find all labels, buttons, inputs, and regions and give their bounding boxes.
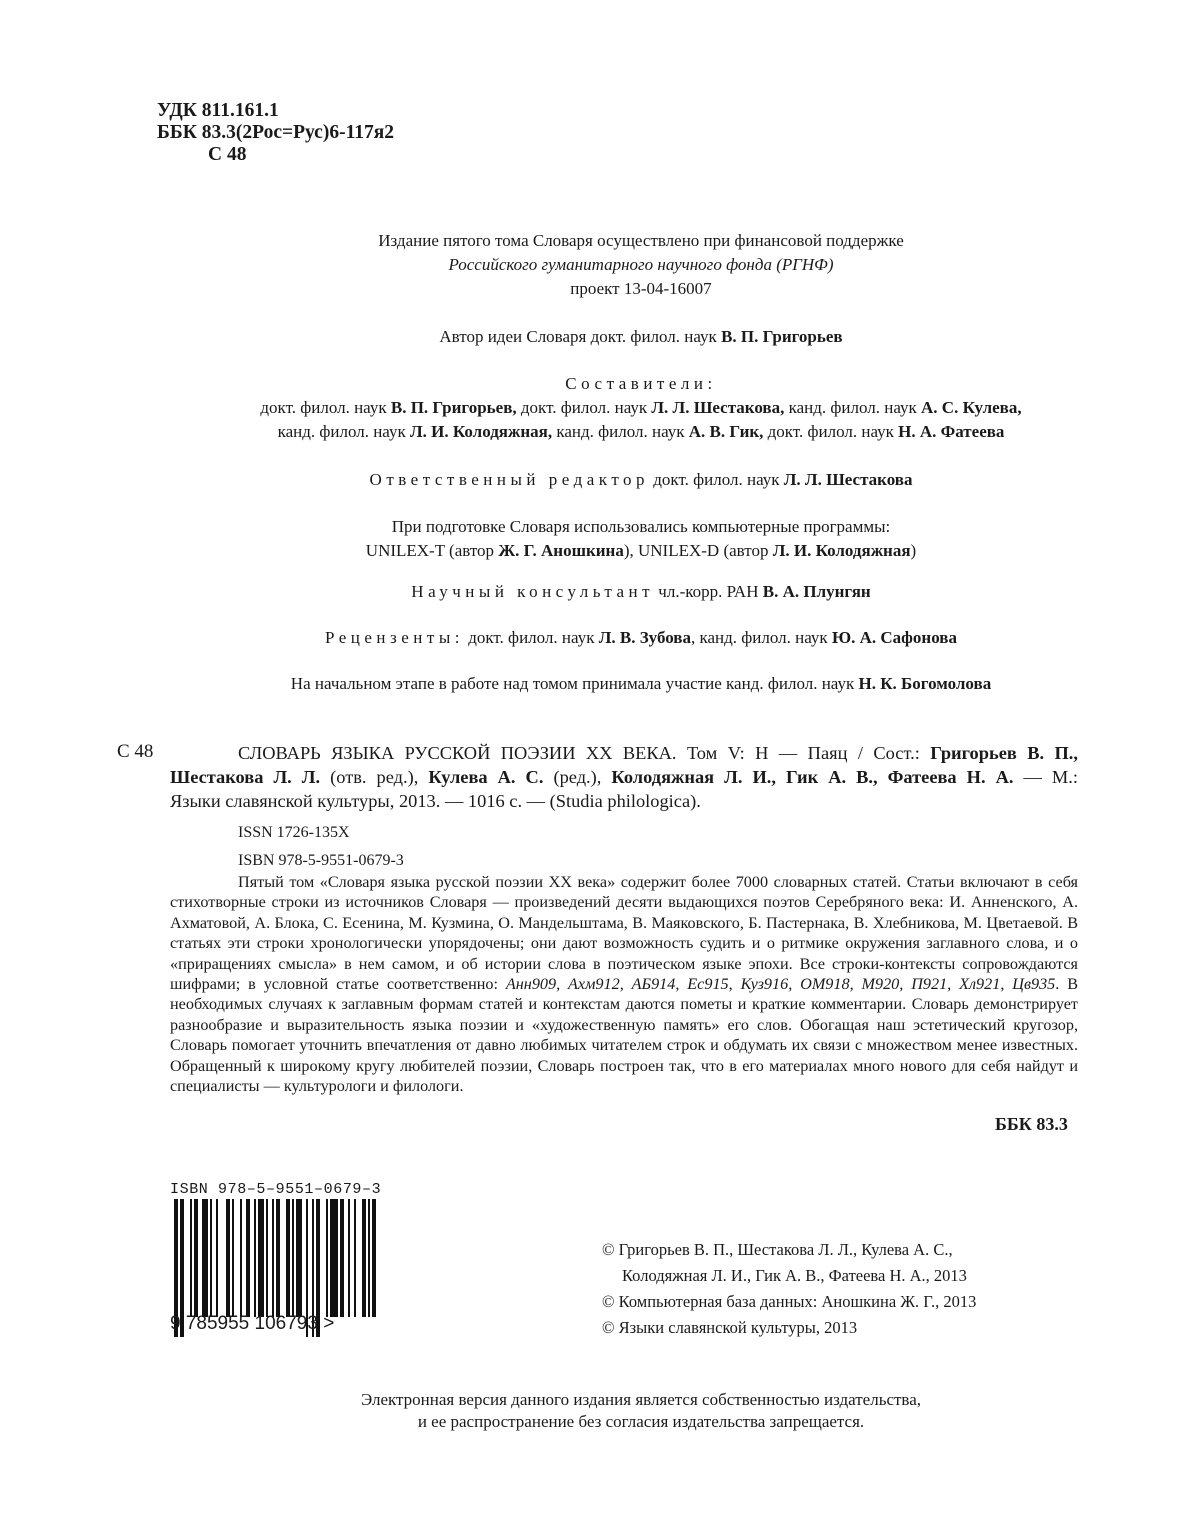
compiler-name: Н. А. Фатеева xyxy=(898,422,1005,441)
barcode-bar xyxy=(292,1199,294,1317)
responsible-editor xyxy=(140,468,1142,492)
footer-line-2: и ее распространение без согласия издательства запрещается. xyxy=(417,1412,865,1431)
compiler-title: канд. филол. наук xyxy=(277,422,411,441)
compilers-line-2 xyxy=(140,420,1142,444)
software-author: Л. И. Колодяжная xyxy=(772,541,911,560)
software-author: Ж. Г. Аношкина xyxy=(498,541,624,560)
classification-block xyxy=(157,100,394,166)
reviewer-title: докт. филол. наук xyxy=(463,628,599,647)
initial-stage-note xyxy=(140,672,1142,696)
barcode-bar xyxy=(276,1199,280,1317)
catalog-publisher: — М.: xyxy=(1013,767,1078,787)
copyright-line-3: © Компьютерная база данных: Аношкина Ж. Г., 2013 xyxy=(602,1292,977,1311)
copyright-block xyxy=(602,1237,976,1341)
bbk-code: ББК 83.3(2Рос=Рус)6-117я2 xyxy=(157,122,395,143)
editor-title: докт. филол. наук xyxy=(649,470,784,489)
barcode-bar xyxy=(246,1199,250,1317)
software-note xyxy=(140,515,1142,563)
catalog-author: Григорьев В. П., xyxy=(930,743,1078,763)
catalog-line-3: Языки славянской культуры, 2013. — 1016 с. — (Studia philologica). xyxy=(170,791,701,811)
initial-stage-name: Н. К. Богомолова xyxy=(858,674,992,693)
funding-line-1: Издание пятого тома Словаря осуществлено при финансовой поддержке xyxy=(378,231,904,250)
bbk-short: ББК 83.3 xyxy=(995,1114,1068,1134)
barcode-bar xyxy=(326,1199,328,1317)
barcode-bar xyxy=(194,1199,198,1317)
compilers-line-1 xyxy=(140,396,1142,420)
compiler-name: Л. Л. Шестакова, xyxy=(651,398,785,417)
barcode-bar xyxy=(296,1199,302,1317)
catalog-author: Шестакова Л. Л. xyxy=(170,767,321,787)
funding-line-3: проект 13-04-16007 xyxy=(570,279,712,298)
catalog-role: (ред.), xyxy=(543,767,612,787)
footer-note xyxy=(140,1389,1142,1433)
barcode-bar xyxy=(348,1199,350,1317)
software-text: ) xyxy=(910,541,917,560)
compiler-title: докт. филол. наук xyxy=(763,422,899,441)
barcode-bar xyxy=(216,1199,218,1317)
catalog-entry xyxy=(170,741,1078,813)
barcode-bar xyxy=(286,1199,290,1317)
consultant-label: Научный консультант xyxy=(411,582,655,601)
barcode-bar xyxy=(266,1199,268,1317)
copyright-line-1: © Григорьев В. П., Шестакова Л. Л., Кулева А. С., xyxy=(602,1240,953,1259)
isbn: ISBN 978-5-9551-0679-3 xyxy=(238,852,404,869)
identifiers xyxy=(238,819,404,875)
compiler-name: А. В. Гик, xyxy=(688,422,764,441)
catalog-line-2 xyxy=(170,765,1078,789)
barcode-bar xyxy=(258,1199,264,1317)
reviewer-name: Л. В. Зубова xyxy=(598,628,691,647)
catalog-author: Кулева А. С. xyxy=(428,767,544,787)
barcode-bar xyxy=(190,1199,192,1317)
barcode-bar xyxy=(240,1199,242,1317)
copyright-line-4: © Языки славянской культуры, 2013 xyxy=(602,1318,858,1337)
barcode-bar xyxy=(340,1199,344,1317)
catalog-line-1 xyxy=(170,741,1078,765)
reviewer-name: Ю. А. Сафонова xyxy=(831,628,957,647)
barcode-bar xyxy=(226,1199,230,1317)
catalog-author: Колодяжная Л. И., Гик А. В., Фатеева Н. А. xyxy=(611,767,1014,787)
consultant-name: В. А. Плунгян xyxy=(762,582,871,601)
abstract-codes: Анн909, Ахм912, АБ914, Ес915, Куз916, ОМ918, М920, П921, Хл921, Цв935 xyxy=(505,975,1056,994)
barcode-bar xyxy=(372,1199,376,1317)
footer-line-1: Электронная версия данного издания является собственностью издательства, xyxy=(360,1390,922,1409)
editor-name: Л. Л. Шестакова xyxy=(783,470,913,489)
reviewers xyxy=(140,626,1142,650)
barcode-bar xyxy=(354,1199,356,1317)
compilers xyxy=(140,372,1142,444)
barcode-bar xyxy=(368,1199,370,1317)
issn: ISSN 1726-135X xyxy=(238,824,350,841)
compiler-title: канд. филол. наук xyxy=(784,398,922,417)
funding-line-2: Российского гуманитарного научного фонда (РГНФ) xyxy=(448,255,834,274)
compiler-name: А. С. Кулева, xyxy=(921,398,1022,417)
compiler-name: В. П. Григорьев, xyxy=(390,398,517,417)
barcode-bar xyxy=(272,1199,274,1317)
compilers-heading: Составители: xyxy=(565,374,717,393)
barcode-bar xyxy=(232,1199,234,1317)
copyright-line-2: Колодяжная Л. И., Гик А. В., Фатеева Н. А., 2013 xyxy=(622,1266,967,1285)
idea-author-name: В. П. Григорьев xyxy=(721,327,843,346)
compiler-title: канд. филол. наук xyxy=(552,422,689,441)
barcode-digits: 9 785955 106793 > xyxy=(170,1313,335,1334)
software-line-2 xyxy=(140,539,1142,563)
software-line-1: При подготовке Словаря использовались компьютерные программы: xyxy=(391,517,891,536)
catalog-role: (отв. ред.), xyxy=(320,767,429,787)
scientific-consultant xyxy=(140,580,1142,604)
barcode-caption: ISBN 978–5–9551–0679–3 xyxy=(170,1181,382,1198)
compiler-name: Л. И. Колодяжная, xyxy=(410,422,553,441)
reviewers-label: Рецензенты: xyxy=(325,628,464,647)
initial-stage-text: На начальном этапе в работе над томом принимала участие канд. филол. наук xyxy=(290,674,859,693)
barcode-bar xyxy=(362,1199,366,1317)
abstract-text: . В необходимых случаях к заглавным формам статей и контекстам даются пометы и краткие комментарии. Словарь демонстрирует разнообразие и выразительность языка поэзии и «художественную память» его слов. Обогащая наш эстетический кругозор, Словарь помогает уточнить впечатления от давно любимых читателем строк и обдумать их связи с множеством менее известных. Обращенный к широкому кругу любителей поэзии, Словарь построен так, что в его материалах много нового для себя найдут и специалисты — культурологи и филологи. xyxy=(170,975,1078,1096)
catalog-code: С 48 xyxy=(117,741,154,762)
software-text: ), UNILEX-D (автор xyxy=(623,541,773,560)
abstract-text: Пятый том «Словаря языка русской поэзии XX века» содержит более 7000 словарных статей. Статьи включают в себя стихотворные строки из источников Словаря — произведений десяти выдающихся поэтов Серебряного века: И. Анненского, А. Ахматовой, А. Блока, С. Есенина, М. Кузмина, О. Мандельштама, В. Маяковского, Б. Пастернака, В. Хлебникова, М. Цветаевой. В статьях эти строки хронологически упорядочены; они дают возможность судить и о ритмике окружения заглавного слова, и о «приращениях смысла» в нем самом, и об истории слова в поэтическом языке эпохи. Все строки-контексты сопровождаются шифрами; в условной статье соответственно: xyxy=(170,873,1078,994)
compiler-title: докт. филол. наук xyxy=(260,398,391,417)
idea-author-text: Автор идеи Словаря докт. филол. наук xyxy=(439,327,722,346)
compiler-title: докт. филол. наук xyxy=(516,398,652,417)
editor-label: Ответственный редактор xyxy=(369,470,650,489)
reviewer-title: , канд. филол. наук xyxy=(691,628,832,647)
barcode-bar xyxy=(330,1199,338,1317)
barcode-bar xyxy=(210,1199,212,1317)
barcode-bar xyxy=(202,1199,208,1317)
catalog-title: СЛОВАРЬ ЯЗЫКА РУССКОЙ ПОЭЗИИ XX ВЕКА. Том V: Н — Паяц / Сост.: xyxy=(238,743,920,763)
barcode-bar xyxy=(254,1199,256,1317)
abstract xyxy=(170,872,1078,1096)
idea-author xyxy=(140,325,1142,349)
author-mark: С 48 xyxy=(208,144,247,165)
consultant-title: чл.-корр. РАН xyxy=(654,582,763,601)
udk-code: УДК 811.161.1 xyxy=(157,100,279,121)
funding-note xyxy=(140,229,1142,301)
software-text: UNILEX-T (автор xyxy=(365,541,499,560)
